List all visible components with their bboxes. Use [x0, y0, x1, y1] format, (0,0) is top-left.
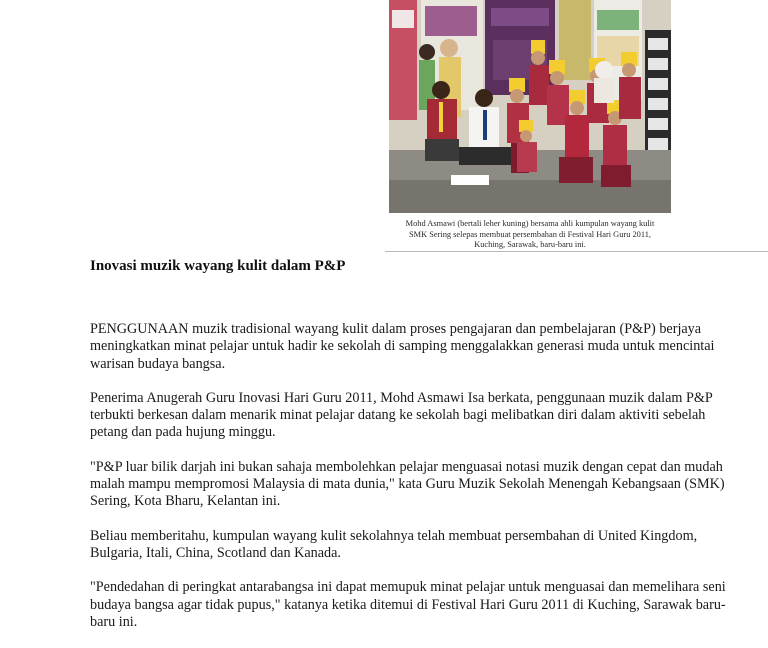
- article-body: [90, 321, 730, 648]
- photo-caption: [385, 219, 675, 251]
- caption-divider: [385, 251, 768, 252]
- caption-line: Mohd Asmawi (bertali leher kuning) bersama ahli kumpulan wayang kulit: [405, 219, 655, 228]
- article-paragraph: "P&P luar bilik darjah ini bukan sahaja membolehkan pelajar menguasai notasi muzik dengan cepat dan mudah malah mampu mempromosi Malaysia di mata dunia," kata Guru Muzik Sekolah Menengah Kebangsaan (SMK) Sering, Kota Bharu, Kelantan ini.: [90, 458, 725, 510]
- caption-line: Kuching, Sarawak, baru-baru ini.: [474, 240, 586, 249]
- article-paragraph: "Pendedahan di peringkat antarabangsa ini dapat memupuk minat pelajar untuk menguasai dan memelihara seni budaya bangsa agar tidak pupus," katanya ketika ditemui di Festival Hari Guru 2011 di Kuching, Sarawak baru-baru ini.: [90, 579, 726, 630]
- article-paragraph: PENGGUNAAN muzik tradisional wayang kulit dalam proses pengajaran dan pembelajaran (P&P) berjaya meningkatkan minat pelajar untuk hadir ke sekolah di samping menggalakkan generasi muda untuk mencintai warisan budaya bangsa.: [90, 321, 715, 372]
- article-headline: Inovasi muzik wayang kulit dalam P&P: [90, 258, 346, 274]
- article-photo: [389, 0, 671, 213]
- article-paragraph: Beliau memberitahu, kumpulan wayang kulit sekolahnya telah membuat persembahan di United Kingdom, Bulgaria, Itali, China, Scotland dan Kanada.: [90, 527, 698, 561]
- caption-line: SMK Sering selepas membuat persembahan di Festival Hari Guru 2011,: [408, 229, 652, 239]
- article-paragraph: Penerima Anugerah Guru Inovasi Hari Guru 2011, Mohd Asmawi Isa berkata, penggunaan muzik dalam P&P terbukti berkesan dalam menarik minat pelajar datang ke sekolah bagi melibatkan diri dalam aktiviti sebelah petang dan pada hujung minggu.: [90, 389, 713, 441]
